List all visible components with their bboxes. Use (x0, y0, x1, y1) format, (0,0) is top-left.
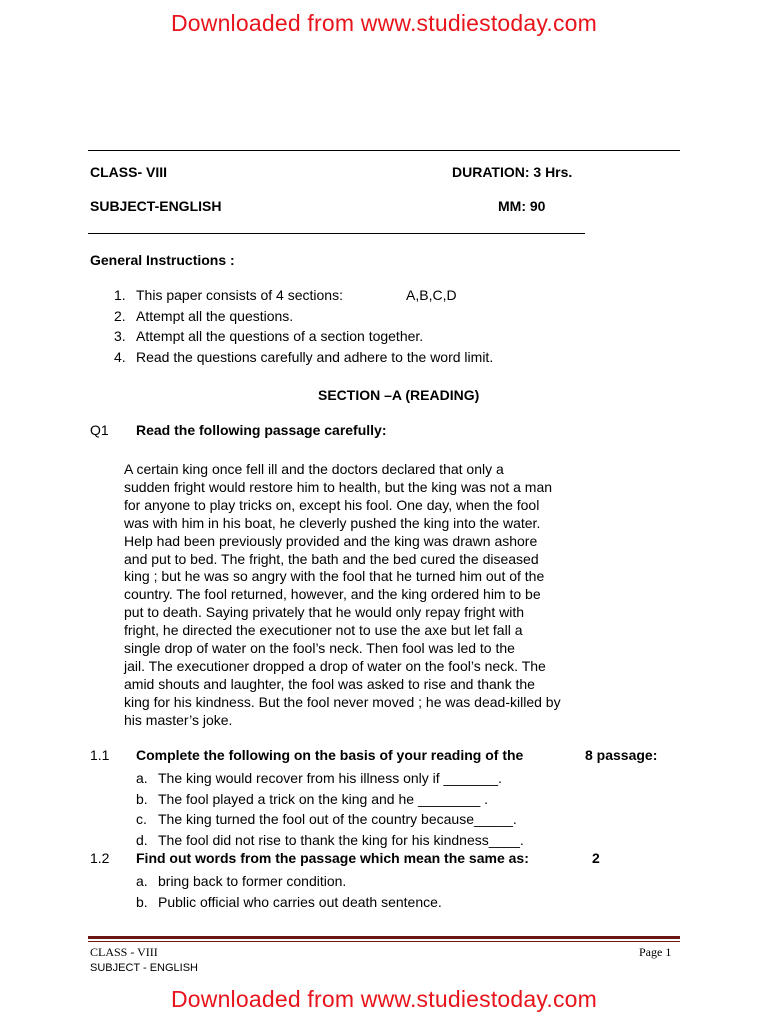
list-item-text: Public official who carries out death sentence. (158, 893, 442, 910)
subquestion-title: Find out words from the passage which mean the same as: (136, 850, 529, 866)
footer-rule-thick (88, 936, 680, 939)
footer-subject-label: SUBJECT - ENGLISH (90, 962, 198, 974)
list-item-text: The fool did not rise to thank the king for his kindness____. (158, 831, 524, 848)
passage-line: for anyone to play tricks on, except his fool. One day, when the fool (124, 496, 540, 513)
question-number: Q1 (90, 422, 109, 438)
list-item-text: bring back to former condition. (158, 873, 347, 889)
instructions-heading: General Instructions : (90, 252, 235, 268)
subquestion-number: 1.1 (90, 747, 110, 763)
subquestion-number: 1.2 (90, 850, 110, 866)
passage-line: jail. The executioner dropped a drop of water on the fool’s neck. The (124, 657, 546, 674)
list-item-text: Attempt all the questions. (136, 307, 294, 324)
marks-label: MM: 90 (498, 198, 546, 214)
list-marker: c. (136, 811, 147, 827)
list-item (136, 892, 442, 913)
passage-line: A certain king once fell ill and the doctors declared that only a (124, 461, 504, 477)
list-number: 1. (114, 287, 126, 303)
passage-line: country. The fool returned, however, and the king ordered him to be (124, 586, 541, 603)
passage-line: king for his kindness. But the fool never moved ; he was dead-killed by (124, 693, 561, 710)
list-item-text: This paper consists of 4 sections: (136, 287, 343, 303)
list-item-text: The king turned the fool out of the country because_____. (158, 811, 517, 827)
list-item (136, 830, 524, 851)
list-item-text: The king would recover from his illness only if _______. (158, 770, 502, 786)
passage-line: his master’s joke. (124, 711, 233, 728)
list-item (136, 768, 524, 789)
list-number: 2. (114, 307, 126, 324)
list-item-text: The fool played a trick on the king and he ________ . (158, 790, 489, 807)
footer-page-number: Page 1 (639, 945, 672, 959)
list-item (136, 809, 524, 830)
passage-line: single drop of water on the fool’s neck. Then fool was led to the (124, 640, 515, 657)
list-marker: b. (136, 893, 148, 910)
section-title: SECTION –A (READING) (318, 387, 480, 403)
question-title: Read the following passage carefully: (136, 422, 387, 438)
subquestion-title: Complete the following on the basis of your reading of the (136, 747, 524, 763)
list-item (114, 285, 493, 306)
subquestion-marks: 2 (592, 850, 600, 866)
list-marker: d. (136, 831, 148, 848)
reading-passage (124, 461, 614, 730)
sections-list-text: A,B,C,D (406, 287, 457, 303)
passage-line: amid shouts and laughter, the fool was asked to rise and thank the (124, 675, 535, 692)
subquestion-marks: 8 passage: (585, 747, 658, 763)
watermark-bottom[interactable]: Downloaded from www.studiestoday.com (170, 986, 598, 1012)
subject-label: SUBJECT-ENGLISH (90, 198, 222, 214)
class-label: CLASS- VIII (90, 164, 168, 180)
passage-line: king ; but he was so angry with the fool that he turned him out of the (124, 568, 545, 585)
header-bottom-rule (88, 233, 585, 234)
list-number: 4. (114, 348, 126, 365)
list-marker: b. (136, 790, 148, 807)
subquestion-options (136, 768, 524, 850)
list-marker: a. (136, 873, 148, 889)
list-item (136, 789, 524, 810)
list-item (114, 306, 493, 327)
list-item (114, 347, 494, 368)
subquestion-options (136, 871, 442, 912)
list-item-text: Read the questions carefully and adhere to the word limit. (136, 348, 494, 365)
duration-label: DURATION: 3 Hrs. (452, 164, 573, 180)
list-item-text: Attempt all the questions of a section together. (136, 328, 424, 344)
list-marker: a. (136, 770, 148, 786)
passage-line: fright, he directed the executioner not to use the axe but let fall a (124, 622, 523, 639)
passage-line: Help had been previously provided and the king was drawn ashore (124, 532, 538, 549)
watermark-top[interactable]: Downloaded from www.studiestoday.com (170, 10, 598, 36)
passage-line: put to death. Saying privately that he would only repay fright with (124, 604, 525, 621)
header-top-rule (88, 150, 680, 151)
passage-line: was with him in his boat, he cleverly pushed the king into the water. (124, 514, 541, 531)
list-item (136, 871, 442, 892)
passage-line: and put to bed. The fright, the bath and the bed cured the diseased (124, 550, 539, 567)
list-number: 3. (114, 328, 126, 344)
footer-class-label: CLASS - VIII (90, 945, 158, 959)
list-item (114, 326, 493, 347)
instructions-list (114, 285, 494, 367)
passage-line: sudden fright would restore him to health, but the king was not a man (124, 478, 553, 495)
footer-rule-thin (88, 941, 680, 942)
